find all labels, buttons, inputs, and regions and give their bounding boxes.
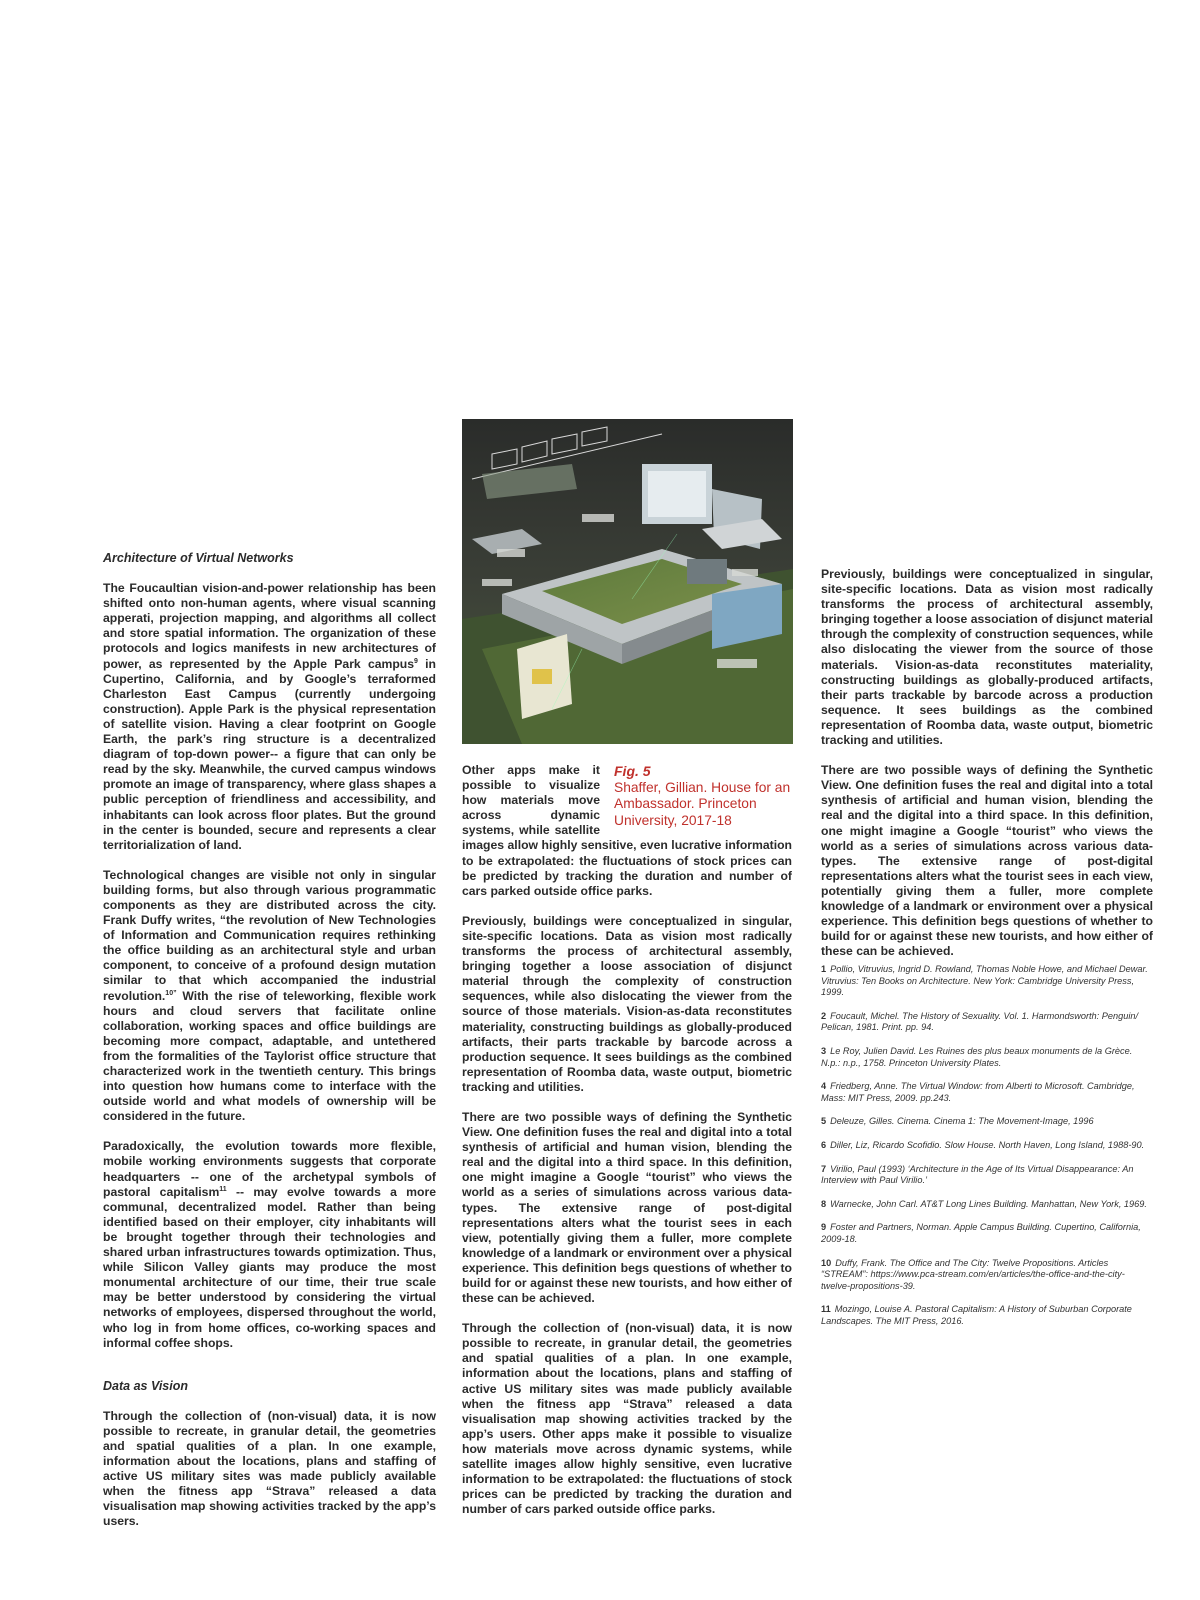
figure-caption-text: Shaffer, Gillian. House for an Ambassador. Princeton University, 2017-18 [614,779,791,828]
paragraph: Through the collection of (non-visual) data, it is now possible to recreate, in granular detail, the geometries and spatial qualities of a plan. In one example, information about the locations, plans and staffing of active US military sites was made publicly available when the fitness app “Strava” released a data visualisation map showing activities tracked by the app’s users. [103,1408,436,1529]
figure-number: Fig. 5 [614,763,651,779]
footnotes [821,964,1151,1339]
footnote-ref: 10” [165,989,177,997]
footnote: 9 Foster and Partners, Norman. Apple Campus Building. Cupertino, California, 2009-18. [821,1222,1141,1244]
column-left [103,551,436,1545]
paragraph: Previously, buildings were conceptualized in singular, site-specific locations. Data as vision most radically transforms the process of architectural assembly, bringing together a loose association of disjunct material through the complexity of construction sequences, while also dislocating the viewer from the source of those materials. Vision-as-data reconstitutes materiality, constructing buildings as globally-produced artifacts, their parts trackable by barcode across a production sequence. It sees buildings as the combined representation of Roomba data, waste output, biometric tracking and utilities. [462,913,792,1094]
footnote: 1 Pollio, Vitruvius, Ingrid D. Rowland, Thomas Noble Howe, and Michael Dewar. Vitruvius: Ten Books on Architecture. New York: Cambridge University Press, 1999. [821,964,1148,998]
paragraph: Technological changes are visible not only in singular building forms, but also through various programmatic components as they are distributed across the city. Frank Duffy writes, “the revolution of New Technologies of Information and Communication requires rethinking the office building as an architectural style and urban component, to conceive of a profound design mutation similar to that which accompanied the industrial revolution.$^{10”}$ With the rise of teleworking, flexible work hours and cloud servers that facilitate online collaboration, working spaces and office buildings are becoming more compact, adaptable, and untethered from the formalities of the Taylorist office structure that characterized work in the twentieth century. This brings into question how humans come to interface with the outside world and what models of ownership will be considered in the future. [103,867,436,1124]
footnote: 3 Le Roy, Julien David. Les Ruines des plus beaux monuments de la Grèce. N.p.: n.p., 1758. Princeton University Plates. [821,1045,1133,1068]
column-middle [462,763,792,1532]
footnote-ref: 9 [414,657,418,665]
column-right [821,567,1153,974]
footnote: 11 Mozingo, Louise A. Pastoral Capitalism: A History of Suburban Corporate Landscapes. The MIT Press, 2016. [821,1304,1132,1326]
paragraph: There are two possible ways of defining the Synthetic View. One definition fuses the real and digital into a total synthesis of artificial and human vision, blending the real and the digital into a third space. In this definition, one might imagine a Google “tourist” who views the world as a series of simulations across various data-types. The extensive range of post-digital representations alters what the tourist sees in each view, potentially giving them a fuller, more complete knowledge of a landmark or environment over a physical experience. This definition begs questions of whether to build for or against these new tourists, and how either of these can be achieved. [821,763,1153,959]
heading-data-as-vision: Data as Vision [103,1378,188,1393]
paragraph: Previously, buildings were conceptualized in singular, site-specific locations. Data as vision most radically transforms the process of architectural assembly, bringing together a loose association of disjunct material through the complexity of construction sequences, while also dislocating the viewer from the source of those materials. Vision-as-data reconstitutes materiality, constructing buildings as globally-produced artifacts, their parts trackable by barcode across a production sequence. It sees buildings as the combined representation of Roomba data, waste output, biometric tracking and utilities. [821,567,1153,748]
heading-architecture-virtual-networks: Architecture of Virtual Networks [103,551,294,565]
footnote: 8 Warnecke, John Carl. AT&T Long Lines Building. Manhattan, New York, 1969. [821,1198,1147,1209]
figure-caption [614,763,792,829]
footnote: 2 Foucault, Michel. The History of Sexuality. Vol. 1. Harmondsworth: Penguin/ Pelican, 1981. Print. pp. 94. [821,1010,1139,1033]
footnote: 6 Diller, Liz, Ricardo Scofidio. Slow House. North Haven, Long Island, 1988-90. [821,1139,1145,1150]
footnote: 4 Friedberg, Anne. The Virtual Window: from Alberti to Microsoft. Cambridge, Mass: MIT Press, 2009. pp.243. [821,1081,1135,1103]
paragraph: The Foucaultian vision-and-power relationship has been shifted onto non-human agents, where visual scanning apperati, projection mapping, and algorithms all collect and store spatial information. The organization of these protocols and logics manifests in new architectures of power, as represented by the Apple Park campus$^9$ in Cupertino, California, and by Google’s terraformed Charleston East Campus (currently undergoing construction). Apple Park is the physical representation of satellite vision. Having a clear footprint on Google Earth, the park’s ring structure is a decentralized diagram of top-down power-- a figure that can only be read by the sky. Meanwhile, the curved campus windows promote an image of transparency, where glass shapes a public perception of friendliness and accessibility, and inhabitants can look across floor plates. But the ground in the center is bounded, secure and represents a clear territorialization of land. [103,581,436,852]
architectural-collage-image [462,419,793,744]
paragraph: Through the collection of (non-visual) data, it is now possible to recreate, in granular detail, the geometries and spatial qualities of a plan. In one example, information about the locations, plans and staffing of active US military sites was made publicly available when the fitness app “Strava” released a data visualisation map showing activities tracked by the app’s users. Other apps make it possible to visualize how materials move across dynamic systems, while satellite images allow highly sensitive, even lucrative information to be extrapolated: the fluctuations of stock prices can be predicted by tracking the duration and number of cars parked outside office parks. [462,1321,792,1517]
paragraph: Paradoxically, the evolution towards more flexible, mobile working environments suggests that corporate headquarters -- one of the archetypal symbols of pastoral capitalism$^{11}$ -- may evolve towards a more communal, decentralized model. Rather than being identified based on their employer, city inhabitants will be brought together through their technologies and shared urban infrastructures towards optimization. Thus, while Silicon Valley giants may produce the most monumental architecture of our time, their true scale may be better understood by considering the virtual networks of employees, dispersed throughout the world, who log in from home offices, co-working spaces and informal coffee shops. [103,1139,436,1350]
footnote: 5 Deleuze, Gilles. Cinema. Cinema 1: The Movement-Image, 1996 [821,1116,1094,1127]
paragraph: Fig. 5 Shaffer, Gillian. House for an Ambassador. Princeton University, 2017-18 Other apps make it possible to visualize how materials move across dynamic systems, while satellite images allow highly sensitive, even lucrative information to be extrapolated: the fluctuations of stock prices can be predicted by tracking the duration and number of cars parked outside office parks. [462,763,792,898]
footnote: 10 Duffy, Frank. The Office and The City: Twelve Propositions. Articles “STREAM”: https://www.pca-stream.com/en/articles/the-office-and-the-city-twelve-propositions-39. [821,1257,1125,1291]
footnote-ref: 11 [219,1185,227,1193]
footnote: 7 Virilio, Paul (1993) ‘Architecture in the Age of Its Virtual Disappearance: An Interview with Paul Virilio.’ [821,1163,1134,1186]
figure-house-for-ambassador [462,419,793,744]
paragraph: There are two possible ways of defining the Synthetic View. One definition fuses the real and digital into a total synthesis of artificial and human vision, blending the real and the digital into a third space. In this definition, one might imagine a Google “tourist” who views the world as a series of simulations across various data-types. The extensive range of post-digital representations alters what the tourist sees in each view, potentially giving them a fuller, more complete knowledge of a landmark or environment over a physical experience. This definition begs questions of whether to build for or against these new tourists, and how either of these can be achieved. [462,1109,792,1306]
